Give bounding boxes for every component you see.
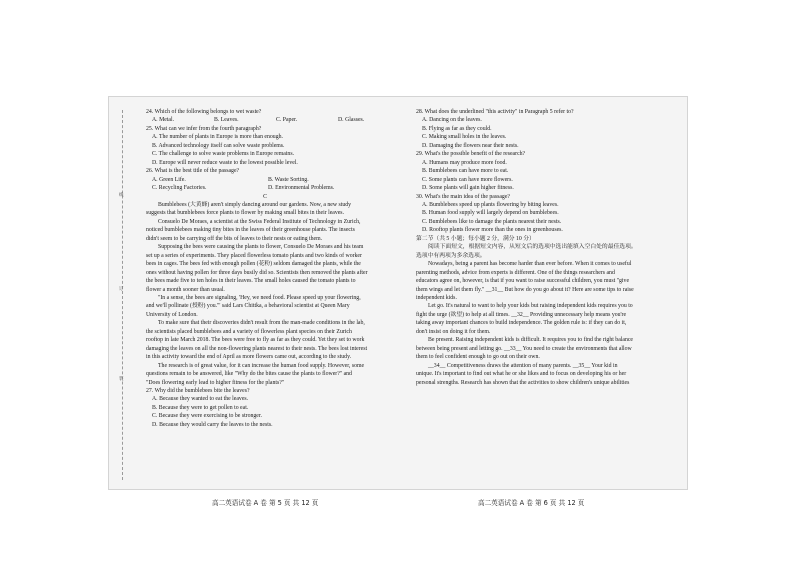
section-instructions: 阅读下面短文，根据短文内容，从短文后的选项中选出能填入空白处的最佳选项。 [428, 244, 637, 251]
passage-line: unique. It's important to find out what he or she likes and to focus on developing his or her [416, 371, 627, 378]
passage-line: __34__ Competitiveness draws the attention of many parents. __35__ Your kid in [428, 362, 618, 369]
passage-line: independent kids. [416, 294, 457, 301]
page-footer-left: 高二英语试卷 A 卷 第 5 页 共 12 页 [212, 499, 319, 507]
passage-line: questions remain to be answered, like "Why do the bites cause the plants to flower?" and [146, 371, 352, 378]
q29-option-a: A. Humans may produce more food. [422, 159, 507, 166]
passage-line: in this activity toward the end of April as more flowers came out, according to the study. [146, 354, 352, 361]
binding-line [122, 110, 123, 480]
passage-line: and we'll pollinate (授粉) you.'" said Lars Chittka, a behavioral scientist at Queen Mary [146, 303, 350, 310]
q24-options [146, 116, 384, 124]
q25-option-c: C. The challenge to solve waste problems in Europe remains. [152, 151, 295, 158]
page-footer-right: 高二英语试卷 A 卷 第 6 页 共 12 页 [478, 499, 585, 507]
passage-line: Bumblebees (大黄蜂) aren't simply dancing around our gardens. Now, a new study [158, 201, 352, 208]
passage-line: the bees made five to ten holes in their leaves. The small holes caused the tomato plants to [146, 278, 356, 285]
passage-line: didn't seem to be carrying off the bits of leaves to their nests or eating them. [146, 235, 323, 242]
passage-line: them wings and let them fly." __31__ But how do you go about it? Here are some tips to raise [416, 286, 634, 293]
question-28: 28. What does the underlined "this activity" in Paragraph 5 refer to? [416, 109, 574, 115]
passage-line: noticed bumblebees making tiny bites in the leaves of their greenhouse plants. The insects [146, 227, 355, 234]
passage-line: fight the urge (欲望) to help at all times. __32__ Providing unnecessary help means you're [416, 311, 627, 318]
q28-option-d: D. Damaging the flowers near their nests. [422, 142, 519, 149]
q24-option-d: D. Glasses. [338, 117, 365, 124]
q25-option-a: A. The number of plants in Europe is more than enough. [152, 134, 283, 141]
passage-line: The research is of great value, for it can increase the human food supply. However, some [158, 362, 365, 369]
question-25: 25. What can we infer from the fourth paragraph? [146, 125, 262, 132]
q27-option-d: D. Because they would carry the leaves to the nests. [152, 421, 273, 428]
passage-line: them to feel confident enough to go out on their own. [416, 354, 540, 361]
passage-line: set up a series of experiments. They placed flowerless tomato plants and two kinds of worker [146, 252, 362, 259]
q30-option-c: C. Bumblebees like to damage the plants nearest their nests. [422, 218, 562, 225]
passage-line: don't insist on doing it for them. [416, 328, 491, 335]
passage-line: educators agree on, however, is that if you want to raise successful children, you must "give [416, 278, 630, 285]
q30-option-b: B. Human food supply will largely depend on bumblebees. [422, 210, 559, 217]
question-30: 30. What's the main idea of the passage? [416, 193, 510, 200]
passage-line: flower a month sooner than usual. [146, 286, 225, 293]
passage-line: Nowadays, being a parent has become harder than ever before. When it comes to useful [428, 261, 632, 268]
passage-line: University of London. [146, 311, 198, 318]
q25-option-b: B. Advanced technology itself can solve waste problems. [152, 142, 285, 149]
passage-line: Supposing the bees were causing the plants to flower, Consuelo De Moraes and his team [158, 244, 364, 251]
passage-line: personal strengths. Research has shown that the activities to show children's unique abilities [416, 379, 630, 386]
q24-option-a: A. Metal. [152, 117, 175, 124]
margin-mark-2: 订 [119, 287, 124, 292]
q28-option-c: C. Making small holes in the leaves. [422, 134, 507, 141]
q30-option-d: D. Rooftop plants flower more than the ones in greenhouses. [422, 227, 563, 234]
q29-option-b: B. Bumblebees can have more to eat. [422, 168, 509, 175]
passage-line: ones without having pollen for three days busily did so. Scientists then removed the plants after [146, 269, 368, 276]
q26-options-row2 [146, 184, 384, 192]
passage-line: damaging the leaves on all the non-flowering plants nearest to their nests. The bees lost interest [146, 345, 368, 352]
section-heading: 第二节（共 5 小题；每小题 2 分，满分 10 分） [416, 235, 535, 242]
q29-option-d: D. Some plants will gain higher fitness. [422, 185, 514, 192]
passage-line: "In a sense, the bees are signaling, 'Hey, we need food. Please speed up your flowering, [158, 294, 361, 301]
q29-option-c: C. Some plants can have more flowers. [422, 176, 513, 183]
margin-mark-1: 线 [119, 193, 124, 198]
q26-option-c: C. Recycling Factories. [152, 185, 207, 192]
passage-line: bees in cages. The bees fed with enough pollen (花粉) seldom damaged the plants, while the [146, 261, 361, 268]
passage-line: "Does flowering early lead to higher fitness for the plants?" [146, 379, 285, 386]
passage-line: Let go. It's natural to want to help your kids but raising independent kids requires you to [428, 303, 633, 310]
q26-option-b: B. Waste Sorting. [268, 176, 309, 183]
q26-options-row1 [146, 176, 384, 184]
passage-line: Be present. Raising independent kids is difficult. It requires you to find the right balance [428, 337, 633, 344]
question-24: 24. Which of the following belongs to wet waste? [146, 109, 262, 115]
section-instructions: 选项中有两项为多余选项。 [416, 252, 486, 259]
right-column [416, 108, 653, 387]
q24-option-c: C. Paper. [276, 117, 298, 124]
q26-option-d: D. Environmental Problems. [268, 185, 335, 192]
q27-option-b: B. Because they were to get pollen to eat. [152, 404, 249, 411]
section-letter: C [263, 193, 267, 200]
passage-line: rooftop in late March 2018. The bees were free to fly as far as they could. Yet they set to work [146, 337, 365, 344]
q24-option-b: B. Leaves. [214, 117, 239, 124]
q25-option-d: D. Europe will never reduce waste to the lowest possible level. [152, 159, 298, 166]
q27-option-c: C. Because they were exercising to be stronger. [152, 413, 262, 420]
q26-option-a: A. Green Life. [152, 176, 186, 183]
passage-line: taking away important chances to build independence. The golden rule is: if they can do it, [416, 320, 627, 327]
margin-mark-3: 装 [119, 377, 124, 382]
passage-line: To make sure that their discoveries didn't result from the man-made conditions in the lab, [158, 320, 365, 327]
question-27: 27. Why did the bumblebees bite the leaves? [146, 387, 250, 394]
question-26: 26. What is the best title of the passage? [146, 168, 240, 175]
q28-option-b: B. Flying as far as they could. [422, 125, 492, 132]
left-column [146, 108, 384, 429]
q27-option-a: A. Because they wanted to eat the leaves. [152, 396, 249, 403]
passage-line: between being present and letting go. __33__ You need to create the environments that allow [416, 345, 632, 352]
q28-option-a: A. Dancing on the leaves. [422, 117, 482, 124]
q30-option-a: A. Bumblebees speed up plants flowering by biting leaves. [422, 201, 559, 208]
passage-line: parenting methods, advice from experts is different. One of the things researchers and [416, 269, 615, 276]
passage-line: the scientists placed bumblebees and a variety of flowerless plant species on their Zurich [146, 328, 352, 335]
passage-line: Consuelo De Moraes, a scientist at the Swiss Federal Institute of Technology in Zurich, [158, 218, 361, 225]
question-29: 29. What's the possible benefit of the research? [416, 151, 526, 158]
passage-line: suggests that bumblebees force plants to flower by making small bites in their leaves. [146, 210, 345, 217]
